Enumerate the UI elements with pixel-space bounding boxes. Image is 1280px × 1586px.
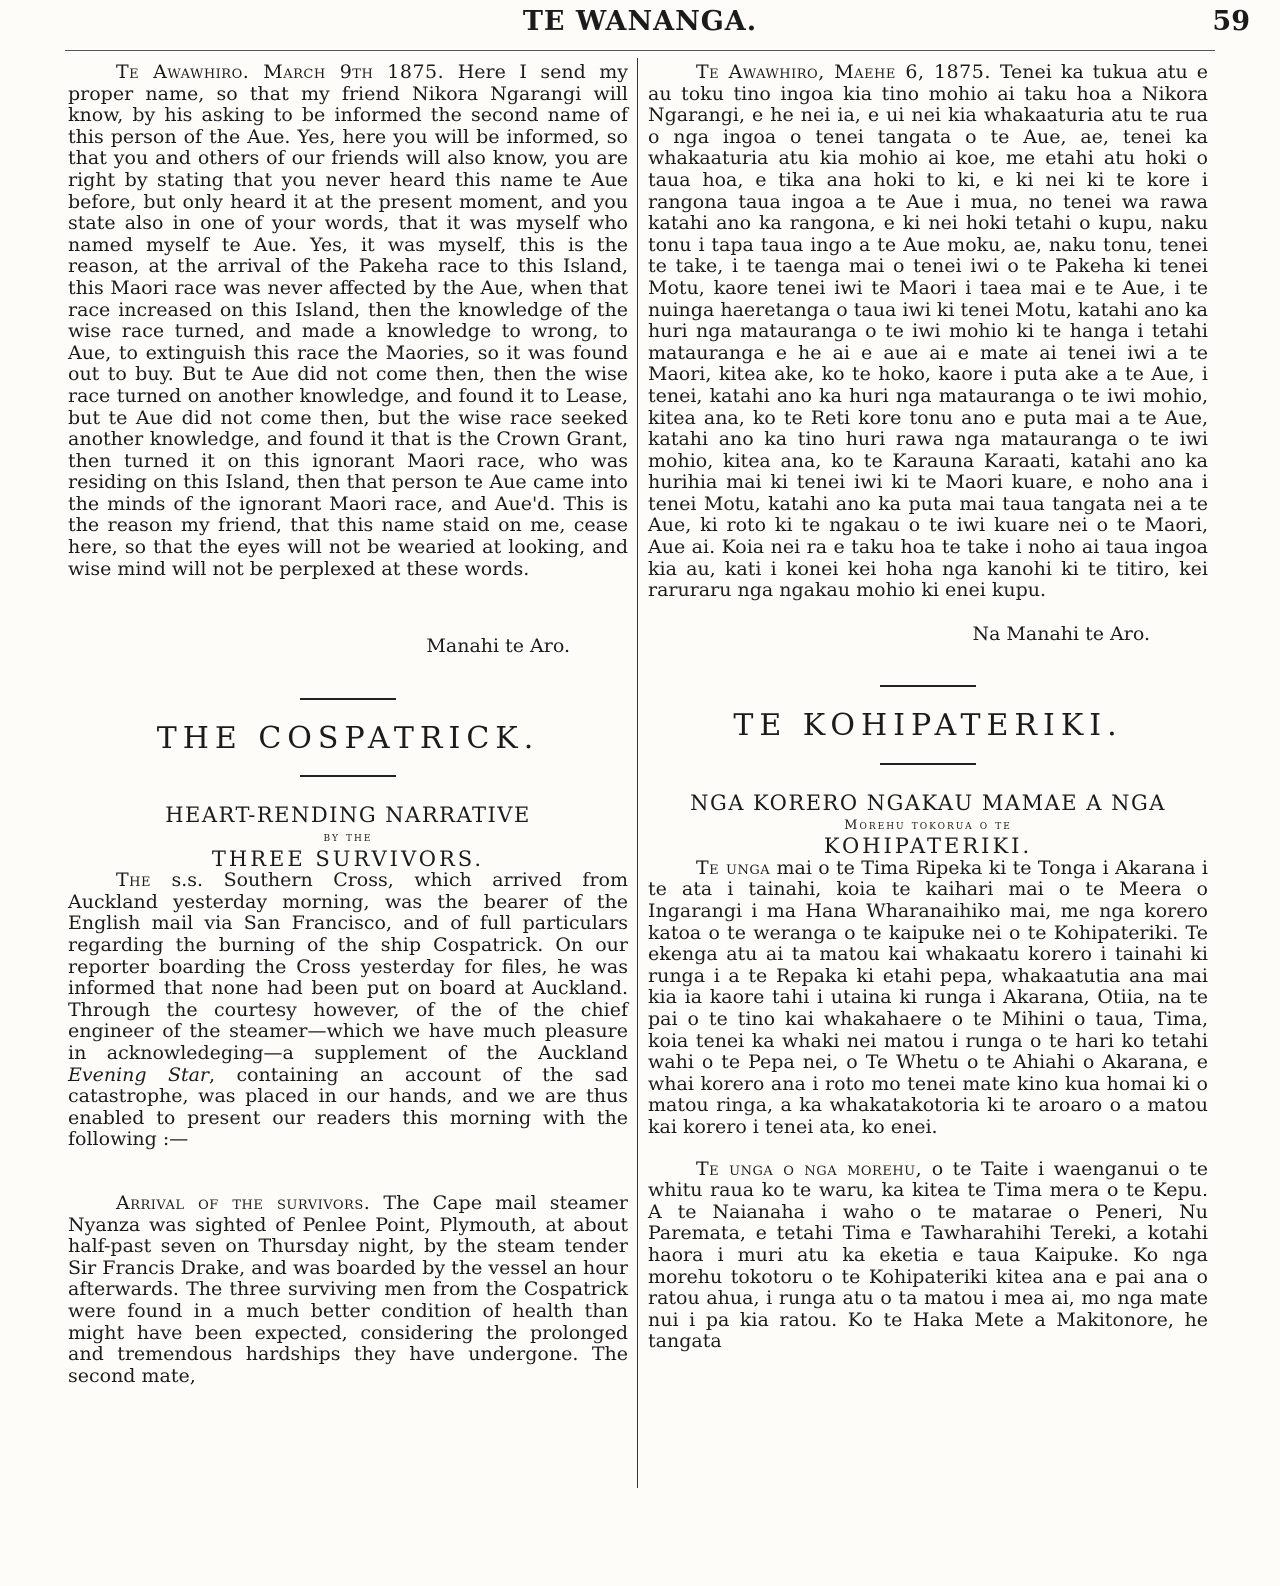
maori-para2-lead: Te unga o nga morehu, (696, 1157, 923, 1180)
page-number: 59 (1212, 6, 1250, 37)
maori-article-paragraph-2 (648, 1159, 1208, 1353)
english-letter-dateline: Te Awawhiro. March 9th 1875. (116, 61, 445, 83)
paragraph-gap (68, 1151, 628, 1193)
english-letter (68, 62, 628, 580)
headline-rule-right (880, 763, 976, 765)
column-divider (637, 58, 638, 1488)
right-column (648, 62, 1208, 1353)
english-article-paragraph-1 (68, 870, 628, 1151)
maori-headline: TE KOHIPATERIKI. (733, 708, 1123, 744)
paragraph-gap-right (648, 1139, 1208, 1159)
english-para2-lead: Arrival of the survivors. (116, 1191, 371, 1214)
english-letter-signature: Manahi te Aro. (426, 635, 570, 658)
maori-para1-lead: Te unga (696, 856, 771, 879)
maori-para2-body: o te Taite i waenganui o te whitu raua ko te waru, ka kitea te Tima mera o te Kepu. A te Naianaha i waho o te matarae o Peneri, Nu Paremata, e tetahi Tima e Tawharahihi Tereki, a kotahi haora i muri atu ka eketia e taua Kaipuke. Ko nga morehu tokotoru o te Kohipateriki kitea ana e pai ana o ratou ahua, i runga atu o ta matou i mea ai, mo nga mate nui i pa kia ratou. Ko te Haka Mete a Makitonore, he tangata (648, 1157, 1209, 1353)
masthead-rule (65, 50, 1215, 51)
newspaper-title: TE WANANGA. (522, 6, 758, 37)
english-letter-body: Here I send my proper name, so that my friend Nikora Ngarangi will know, by his asking to be informed the second name of this person of the Aue. Yes, here you will be informed, so that you and others of our friends will also know, you are right by stating that you never heard this name te Aue before, but only heard it at the present moment, and you state also in one of your words, that it was myself who named myself te Aue. Yes, it was myself, this is the reason, at the arrival of the Pakeha race to this Island, this Maori race was never affected by the Aue, when that race increased on this Island, then the knowledge of the wise race turned, and made a knowledge to wrong, to Aue, to extinguish this race the Maories, so it was found out to buy. But te Aue did not come then, then the wise race turned on another knowledge, and found it to Lease, but te Aue did not come then, but the wise race seeked another knowledge, and found it that is the Crown Grant, then turned it on this ignorant Maori race, who was residing on this Island, then that person te Aue came into the minds of the ignorant Maori race, and Aue'd. This is the reason my friend, that this name staid on me, cease here, so that the eyes will not be wearied at looking, and wise mind will not be perplexed at these words. (68, 61, 628, 580)
english-para1-lead: The (116, 869, 151, 892)
english-subhead: HEART-RENDING NARRATIVE (165, 803, 531, 828)
english-para1-body: s.s. Southern Cross, which arrived from Auckland yesterday morning, was the bearer of the English mail via San Francisco, and of full particulars regarding the burning of the ship Cospatrick. On our reporter boarding the Cross yesterday for files, he was informed that none had been put on board at Auckland. Through the courtesy however, of the of the chief engineer of the steamer—which we have much pleasure in acknowledeging—a supplement of the Auckland (68, 869, 628, 1064)
english-subhead-small: by the (323, 830, 373, 846)
english-article-paragraph-2 (68, 1193, 628, 1387)
maori-article-paragraph-1 (648, 858, 1208, 1139)
masthead (0, 4, 1280, 44)
section-rule (300, 698, 396, 700)
left-column (68, 62, 628, 1387)
maori-subhead-kohipateriki: KOHIPATERIKI. (823, 834, 1033, 859)
maori-para1-body: mai o te Tima Ripeka ki te Tonga i Akarana i te ata i tainahi, koia te kaihari mai o te Meera o Ingarangi i ma Hana Wharanaihiko mai, me nga korero katoa o te weranga o te kaipuke nei o te Kohipateriki. Te ekenga atu ai ta matou kai whakaatu korero i tainahi ki runga i a te Repaka ki etahi pepa, whakaatutia ana mai kia ia kaore tahi i utaina ki runga i Akarana, Otiia, na te pai o te tino kai whakahaere o te Mihini o taua, Tima, koia tenei ka whaki nei matou i runga o te hari ko tetahi wahi o te Pepa nei, o Te Whetu o te Ahiahi o Akarana, e whai korero ana i roto mo tenei mate kino kua homai ki o matou ringa, a ka whakatakotoria ki te aroaro o a matou kai korero i tenei ata, ko enei. (648, 856, 1208, 1138)
headline-rule (300, 775, 396, 777)
english-para2-body: The Cape mail steamer Nyanza was sighted of Penlee Point, Plymouth, at about half-past seven on Thursday night, by the steam tender Sir Francis Drake, and was boarded by the vessel an hour afterwards. The three surviving men from the Cospatrick were found in a much better condition of health than might have been expected, considering the prolonged and tremendous hardships they have undergone. The second mate, (68, 1191, 629, 1387)
english-subhead-survivors: THREE SURVIVORS. (211, 846, 485, 871)
maori-letter-signature: Na Manahi te Aro. (972, 622, 1150, 645)
maori-subhead-small: Morehu tokorua o te (844, 817, 1012, 833)
maori-letter (648, 62, 1208, 602)
section-rule-right (880, 685, 976, 687)
maori-letter-dateline: Te Awawhiro, Maehe 6, 1875. (696, 61, 991, 83)
english-headline: THE COSPATRICK. (156, 720, 540, 756)
evening-star-title: Evening Star (68, 1063, 210, 1086)
english-para1-tail: , containing an account of the sad catastrophe, was placed in our hands, and we are thus enabled to present our readers this morning with the following :— (68, 1063, 628, 1151)
maori-letter-body: Tenei ka tukua atu e au toku tino ingoa kia tino mohio ai taku hoa a Nikora Ngarangi, e he nei ia, e ui nei kia whakaaturia atu te rua o nga ingoa o tenei tangata o te Aue, ae, tenei ka whakaaturia atu kia mohio ai koe, me etahi atu hoki o taua hoa, e tika ana hoki to ki, e ki nei ki te kore i rangona taua ingoa a te Aue i mua, no tenei wa rawa katahi ano ka rangona, e ki nei hoki tetahi o kupu, naku tonu i tapa taua ingo a te Aue moku, ae, naku tonu, tenei te take, i te taenga mai o tenei iwi o te Pakeha ki tenei Motu, kaore tenei iwi te Maori i taea mai e te Aue, i te nuinga haeretanga o taua iwi ki tenei Motu, katahi ano ka huri nga matauranga o te iwi mohio ki te hanga i tetahi matauranga e he ai e aue ai e mate ai tenei iwi a te Maori, kitea ake, ko te hoko, kaore i puta ake a te Aue, i tenei, katahi ano ka huri nga matauranga o te iwi mohio, kitea ana, ko te Reti kore tonu ano e puta mai a te Aue, katahi ano ka tino huri rawa nga matauranga o te iwi mohio, kitea ana, ko te Karauna Karaati, katahi ano ka hurihia mai ki tenei iwi ki te Maori kuare, e noho ana i tenei Motu, katahi ano ka puta mai taua tangata nei a te Aue, ki roto ki te ngakau o te iwi kuare nei o te Maori, Aue ai. Koia nei ra e taku hoa te take i noho ai taua ingoa kia au, kati i konei kei hoha nga kanohi ki te titiro, kei raruraru nga ngakau mohio ki enei kupu. (648, 61, 1208, 602)
maori-subhead: NGA KORERO NGAKAU MAMAE A NGA (690, 791, 1166, 816)
